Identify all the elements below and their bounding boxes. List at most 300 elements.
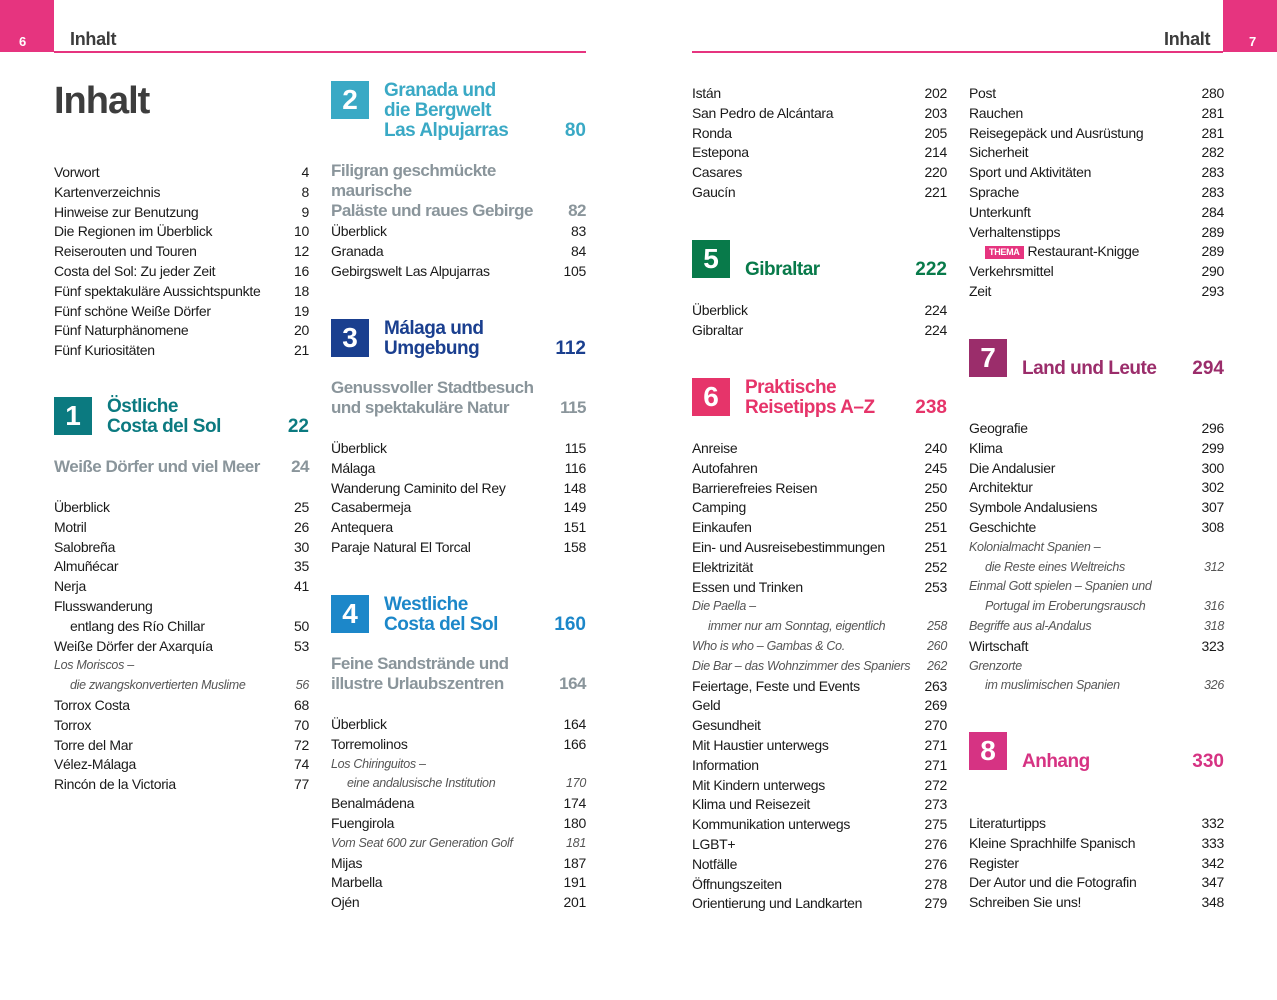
- subtitle-page: 115: [560, 398, 586, 417]
- entry-text: Marbella: [331, 874, 383, 891]
- subtitle-page: 82: [568, 201, 586, 220]
- entry-page: 116: [564, 459, 586, 476]
- toc-entry: [692, 478, 947, 498]
- page-number: 6: [19, 34, 27, 49]
- entry-page: 158: [563, 539, 586, 555]
- toc-entry: [969, 222, 1224, 242]
- toc-entry: [692, 438, 947, 458]
- entry-page: 166: [563, 735, 586, 752]
- page-number-box: [1223, 0, 1277, 52]
- entry-title: [969, 142, 1028, 162]
- toc-entry: [331, 793, 586, 813]
- entry-text: Die Bar – das Wohnzimmer des Spaniers: [692, 658, 911, 673]
- entry-page: 281: [1201, 124, 1224, 141]
- toc-entry: [692, 557, 947, 577]
- entry-text: Estepona: [692, 144, 749, 161]
- entry-title: [985, 596, 1145, 616]
- chapter-title: Gibraltar: [745, 259, 820, 280]
- chapter-number-box: 7: [969, 339, 1007, 377]
- entry-title: [54, 182, 160, 202]
- entry-page: 9: [301, 203, 309, 220]
- entry-title: [692, 874, 782, 894]
- entry-page: 279: [924, 895, 947, 912]
- toc-entry: [969, 477, 1224, 497]
- entry-text: Reiserouten und Touren: [54, 243, 197, 260]
- entry-page: 72: [294, 736, 309, 753]
- entry-page: 26: [294, 518, 309, 535]
- entry-title: [54, 754, 136, 774]
- toc-entry: [54, 301, 309, 321]
- entry-title: [692, 320, 743, 340]
- entry-title: [969, 458, 1055, 478]
- entry-title: [331, 478, 506, 498]
- entry-title: [969, 616, 1091, 636]
- entry-page: 278: [924, 875, 947, 892]
- entry-title: [969, 576, 1152, 596]
- entry-title: [331, 221, 387, 241]
- toc-entry: [692, 300, 947, 320]
- entry-text: Vorwort: [54, 164, 100, 180]
- toc-entry: [54, 636, 309, 656]
- entry-text: Die Paella –: [692, 599, 756, 614]
- entry-text: Fünf schöne Weiße Dörfer: [54, 302, 211, 319]
- entry-page: 302: [1201, 479, 1224, 496]
- entry-text: Casares: [692, 164, 743, 181]
- entry-title: [331, 517, 393, 537]
- entry-title: [692, 636, 845, 656]
- toc-entry: [54, 221, 309, 241]
- toc-entry: [54, 182, 309, 202]
- entry-text: Klima: [969, 439, 1003, 456]
- entry-text: Fünf Naturphänomene: [54, 322, 189, 339]
- entry-page: 263: [924, 677, 947, 694]
- entry-title: [54, 320, 188, 340]
- entry-page: 18: [294, 282, 309, 299]
- entry-text: Mijas: [331, 854, 363, 871]
- entry-text: Mit Kindern unterwegs: [692, 776, 825, 793]
- entry-title: [692, 517, 752, 537]
- toc-entry: [692, 636, 947, 656]
- entry-text: Benalmádena: [331, 795, 415, 812]
- entry-text: Who is who – Gambas & Co.: [692, 639, 845, 653]
- toc-entry: [692, 656, 947, 676]
- toc-entry: [331, 497, 586, 517]
- entry-page: 262: [927, 658, 947, 673]
- entry-title: [692, 577, 803, 597]
- toc-entry: [692, 874, 947, 894]
- toc-entry: [969, 616, 1224, 636]
- entry-page: 25: [294, 499, 309, 515]
- toc-entry: [331, 438, 586, 458]
- entry-text: Flusswanderung: [54, 598, 153, 614]
- entry-page: 35: [294, 558, 309, 575]
- entry-text: Gesundheit: [692, 717, 761, 734]
- entry-text: Architektur: [969, 479, 1033, 496]
- toc-entry: [969, 103, 1224, 123]
- entry-title: [692, 142, 749, 162]
- entry-page: 191: [563, 874, 586, 891]
- toc-entry: [331, 773, 586, 793]
- entry-text: Anreise: [692, 440, 738, 456]
- entry-page: 70: [294, 716, 309, 733]
- entry-title: [692, 755, 759, 775]
- entry-title: [54, 636, 213, 656]
- subtitle-text: Feine Sandstrände und illustre Urlaubszentren: [331, 654, 509, 693]
- entry-title: [692, 676, 860, 696]
- toc-entry: [54, 162, 309, 182]
- entry-text: die Reste eines Weltreichs: [985, 559, 1125, 574]
- entry-title: [985, 675, 1120, 695]
- entry-title: [54, 576, 86, 596]
- entry-text: Geld: [692, 697, 721, 714]
- toc-entry: [331, 892, 586, 912]
- entry-page: 50: [294, 617, 309, 634]
- entry-text: Essen und Trinken: [692, 578, 803, 595]
- entry-title: [969, 123, 1143, 143]
- entry-page: 332: [1201, 815, 1224, 831]
- toc-entry: [969, 123, 1224, 143]
- chapter-page: 294: [1192, 358, 1224, 379]
- entry-title: [54, 241, 197, 261]
- entry-page: 224: [924, 302, 947, 318]
- toc-entry: [692, 537, 947, 557]
- entry-title: [969, 537, 1100, 557]
- toc-entry: [331, 872, 586, 892]
- toc-entry: [969, 636, 1224, 656]
- entry-title: [331, 872, 382, 892]
- entry-title: [331, 793, 414, 813]
- toc-entry: [331, 833, 586, 853]
- entry-page: 12: [294, 243, 309, 260]
- entry-title: [692, 775, 825, 795]
- entry-page: 281: [1201, 104, 1224, 121]
- entry-title: [692, 182, 735, 202]
- entry-title: [331, 754, 426, 774]
- entry-page: 323: [1201, 637, 1224, 654]
- entry-text: Vélez-Málaga: [54, 756, 136, 773]
- entry-title: [692, 162, 742, 182]
- entry-page: 283: [1201, 164, 1224, 181]
- entry-title: [692, 854, 737, 874]
- toc-entry: [54, 241, 309, 261]
- entry-page: 30: [294, 538, 309, 555]
- toc-entry: [969, 83, 1224, 103]
- entry-text: Gebirgswelt Las Alpujarras: [331, 262, 490, 279]
- entry-title: [969, 636, 1028, 656]
- toc-entry: [692, 854, 947, 874]
- entry-text: Grenzorte: [969, 658, 1022, 673]
- entry-page: 252: [924, 558, 947, 575]
- entry-text: Gibraltar: [692, 321, 743, 338]
- entry-page: 275: [924, 816, 947, 833]
- entry-title: [331, 458, 375, 478]
- entry-page: 333: [1201, 834, 1224, 851]
- entry-page: 203: [924, 104, 947, 121]
- entry-text: Wirtschaft: [969, 637, 1029, 654]
- entry-text: Zeit: [969, 283, 992, 299]
- toc-entry: [54, 556, 309, 576]
- entry-text: Antequera: [331, 519, 393, 536]
- entry-title: [692, 83, 721, 103]
- entry-page: 250: [924, 499, 947, 516]
- entry-page: 151: [563, 519, 586, 536]
- chapter-title: Praktische Reisetipps A–Z: [745, 377, 875, 418]
- entry-title: [331, 497, 411, 517]
- chapter-title: Granada und die Bergwelt Las Alpujarras: [384, 80, 509, 141]
- entry-text: Torre del Mar: [54, 736, 133, 753]
- entry-text: Almuñécar: [54, 558, 119, 575]
- entry-text: Reisegepäck und Ausrüstung: [969, 124, 1144, 141]
- entry-text: Feiertage, Feste und Events: [692, 677, 860, 694]
- entry-page: 115: [564, 440, 586, 456]
- entry-text: Unterkunft: [969, 203, 1031, 220]
- toc-entry: [331, 813, 586, 833]
- toc-entry: [969, 281, 1224, 301]
- entry-title: [969, 872, 1136, 892]
- toc-entry: [969, 202, 1224, 222]
- page-number-box: [0, 0, 54, 52]
- entry-text: Granada: [331, 242, 384, 259]
- entry-title: [969, 892, 1081, 912]
- toc-entry: [969, 458, 1224, 478]
- entry-title: [54, 774, 176, 794]
- entry-title: [969, 438, 1003, 458]
- toc-entry: [969, 142, 1224, 162]
- entry-text: Notfälle: [692, 855, 738, 872]
- subtitle-text: Genussvoller Stadtbesuch und spektakuläre Natur: [331, 378, 534, 417]
- entry-page: 271: [924, 737, 947, 753]
- entry-page: 10: [294, 223, 309, 240]
- entry-text: Weiße Dörfer der Axarquía: [54, 637, 213, 654]
- entry-text: Die Andalusier: [969, 459, 1056, 476]
- entry-text: Camping: [692, 499, 746, 516]
- entry-title: [692, 596, 756, 616]
- entry-title: [331, 241, 383, 261]
- entry-text: Barrierefreies Reisen: [692, 479, 818, 496]
- entry-text: Orientierung und Landkarten: [692, 895, 863, 912]
- toc-entry: [969, 853, 1224, 873]
- entry-title: [54, 715, 91, 735]
- entry-text: Fünf Kuriositäten: [54, 342, 155, 359]
- entry-page: 220: [924, 164, 947, 181]
- chapter-page: 330: [1192, 751, 1224, 772]
- entry-page: 8: [301, 183, 309, 200]
- toc-entry: [692, 103, 947, 123]
- entry-text: Los Chiringuitos –: [331, 756, 426, 771]
- chapter-page: 222: [915, 259, 947, 280]
- entry-page: 273: [924, 796, 947, 813]
- toc-entry: [54, 340, 309, 360]
- entry-title: [969, 813, 1046, 833]
- entry-page: 348: [1201, 894, 1224, 911]
- toc-entry: [969, 675, 1224, 695]
- entry-page: 283: [1201, 184, 1224, 200]
- entry-title: [692, 735, 829, 755]
- entry-title: [969, 833, 1135, 853]
- entry-text: Überblick: [331, 223, 387, 239]
- entry-title: [969, 162, 1091, 182]
- toc-entry: [54, 715, 309, 735]
- toc-entry: [692, 695, 947, 715]
- entry-page: 307: [1201, 499, 1224, 516]
- toc-entry: [331, 734, 586, 754]
- entry-title: [708, 616, 885, 636]
- toc-entry: [54, 596, 309, 616]
- toc-entry: [54, 537, 309, 557]
- toc-entry: [969, 656, 1224, 676]
- entry-text: Wanderung Caminito del Rey: [331, 479, 506, 496]
- entry-page: 276: [924, 836, 947, 852]
- entry-page: 74: [294, 756, 309, 773]
- entry-page: 316: [1204, 599, 1224, 614]
- entry-title: [70, 616, 205, 636]
- entry-text: Torrox: [54, 716, 92, 733]
- entry-page: 300: [1201, 459, 1224, 476]
- entry-page: 240: [924, 440, 947, 456]
- entry-page: 308: [1201, 519, 1224, 535]
- entry-page: 84: [571, 242, 586, 259]
- toc-entry: [692, 616, 947, 636]
- entry-title: [985, 241, 1139, 261]
- entry-page: 260: [927, 639, 947, 653]
- toc-entry: [692, 893, 947, 913]
- entry-page: 53: [294, 637, 309, 654]
- entry-text: Vom Seat 600 zur Generation Golf: [331, 835, 513, 850]
- entry-page: 201: [563, 894, 586, 911]
- entry-text: Paraje Natural El Torcal: [331, 539, 471, 555]
- entry-text: Hinweise zur Benutzung: [54, 203, 199, 220]
- entry-page: 250: [924, 479, 947, 496]
- toc-entry: [969, 596, 1224, 616]
- toc-entry: [331, 221, 586, 241]
- toc-entry: [331, 241, 586, 261]
- entry-text: Einmal Gott spielen – Spanien und: [969, 579, 1152, 594]
- entry-title: [692, 715, 761, 735]
- entry-page: 187: [563, 854, 586, 871]
- section-subtitle: [54, 457, 309, 477]
- chapter-number-box: 3: [331, 319, 369, 357]
- entry-text: Sicherheit: [969, 144, 1029, 161]
- entry-page: 251: [924, 539, 947, 555]
- entry-title: [692, 438, 737, 458]
- entry-title: [54, 301, 211, 321]
- entry-title: [692, 300, 748, 320]
- entry-text: Überblick: [692, 302, 748, 318]
- entry-page: 245: [924, 459, 947, 476]
- entry-text: Ein- und Ausreisebestimmungen: [692, 539, 885, 555]
- entry-text: Sprache: [969, 184, 1020, 200]
- entry-title: [54, 556, 118, 576]
- entry-title: [692, 458, 758, 478]
- entry-text: Rincón de la Victoria: [54, 776, 176, 793]
- toc-entry: [969, 892, 1224, 912]
- toc-entry: [692, 715, 947, 735]
- toc-entry: [692, 162, 947, 182]
- entry-text: Geschichte: [969, 519, 1037, 535]
- entry-title: [54, 340, 155, 360]
- entry-page: 149: [563, 499, 586, 516]
- entry-text: Autofahren: [692, 459, 758, 476]
- chapter-number-box: 2: [331, 81, 369, 119]
- toc-entry: [54, 735, 309, 755]
- toc-entry: [969, 872, 1224, 892]
- entry-title: [969, 418, 1028, 438]
- running-header: Inhalt: [70, 29, 117, 49]
- entry-page: 164: [563, 716, 586, 732]
- entry-text: Mit Haustier unterwegs: [692, 737, 829, 753]
- entry-title: [54, 261, 215, 281]
- chapter-number-box: 8: [969, 732, 1007, 770]
- entry-text: Ronda: [692, 124, 732, 141]
- entry-title: [969, 497, 1097, 517]
- entry-text: Kartenverzeichnis: [54, 183, 161, 200]
- entry-title: [692, 893, 862, 913]
- entry-text: im muslimischen Spanien: [985, 678, 1120, 693]
- entry-text: Öffnungszeiten: [692, 875, 782, 892]
- toc-entry: [692, 577, 947, 597]
- entry-text: Überblick: [331, 716, 387, 732]
- entry-title: [54, 202, 198, 222]
- entry-title: [54, 695, 130, 715]
- entry-title: [969, 103, 1023, 123]
- entry-text: Der Autor und die Fotografin: [969, 874, 1137, 891]
- entry-page: 293: [1201, 283, 1224, 299]
- toc-entry: [54, 497, 309, 517]
- toc-entry: [969, 813, 1224, 833]
- subtitle-text: Filigran geschmückte maurische Paläste und raues Gebirge: [331, 161, 533, 220]
- entry-text: Fünf spektakuläre Aussichtspunkte: [54, 282, 261, 299]
- entry-title: [969, 261, 1054, 281]
- entry-title: [692, 794, 810, 814]
- entry-title: [985, 557, 1125, 577]
- entry-page: 174: [563, 795, 586, 812]
- toc-entry: [54, 754, 309, 774]
- entry-text: Elektrizität: [692, 558, 753, 575]
- toc-entry: [692, 676, 947, 696]
- chapter-page: 238: [915, 397, 947, 418]
- header-rule: [692, 51, 1223, 53]
- entry-title: [331, 537, 471, 557]
- toc-entry: [54, 616, 309, 636]
- entry-title: [969, 202, 1031, 222]
- toc-entry: [969, 537, 1224, 557]
- entry-text: Geografie: [969, 420, 1028, 436]
- entry-title: [969, 83, 996, 103]
- toc-entry: [331, 537, 586, 557]
- entry-text: Sport und Aktivitäten: [969, 164, 1092, 181]
- chapter-number-box: 6: [692, 378, 730, 416]
- entry-text: entlang des Río Chillar: [70, 617, 205, 634]
- entry-page: 251: [924, 519, 947, 536]
- entry-page: 253: [924, 578, 947, 595]
- toc-entry: [54, 517, 309, 537]
- toc-entry: [969, 182, 1224, 202]
- toc-entry: [54, 774, 309, 794]
- chapter-number-box: 1: [54, 397, 92, 435]
- entry-title: [331, 892, 359, 912]
- entry-page: 326: [1204, 678, 1224, 693]
- toc-entry: [331, 714, 586, 734]
- chapter-page: 80: [564, 120, 586, 141]
- entry-page: 296: [1201, 420, 1224, 436]
- entry-page: 221: [924, 184, 947, 200]
- entry-text: Klima und Reisezeit: [692, 796, 811, 813]
- toc-entry: [331, 261, 586, 281]
- entry-page: 312: [1204, 559, 1224, 574]
- toc-entry: [54, 576, 309, 596]
- entry-text: Salobreña: [54, 538, 116, 555]
- toc-entry: [692, 142, 947, 162]
